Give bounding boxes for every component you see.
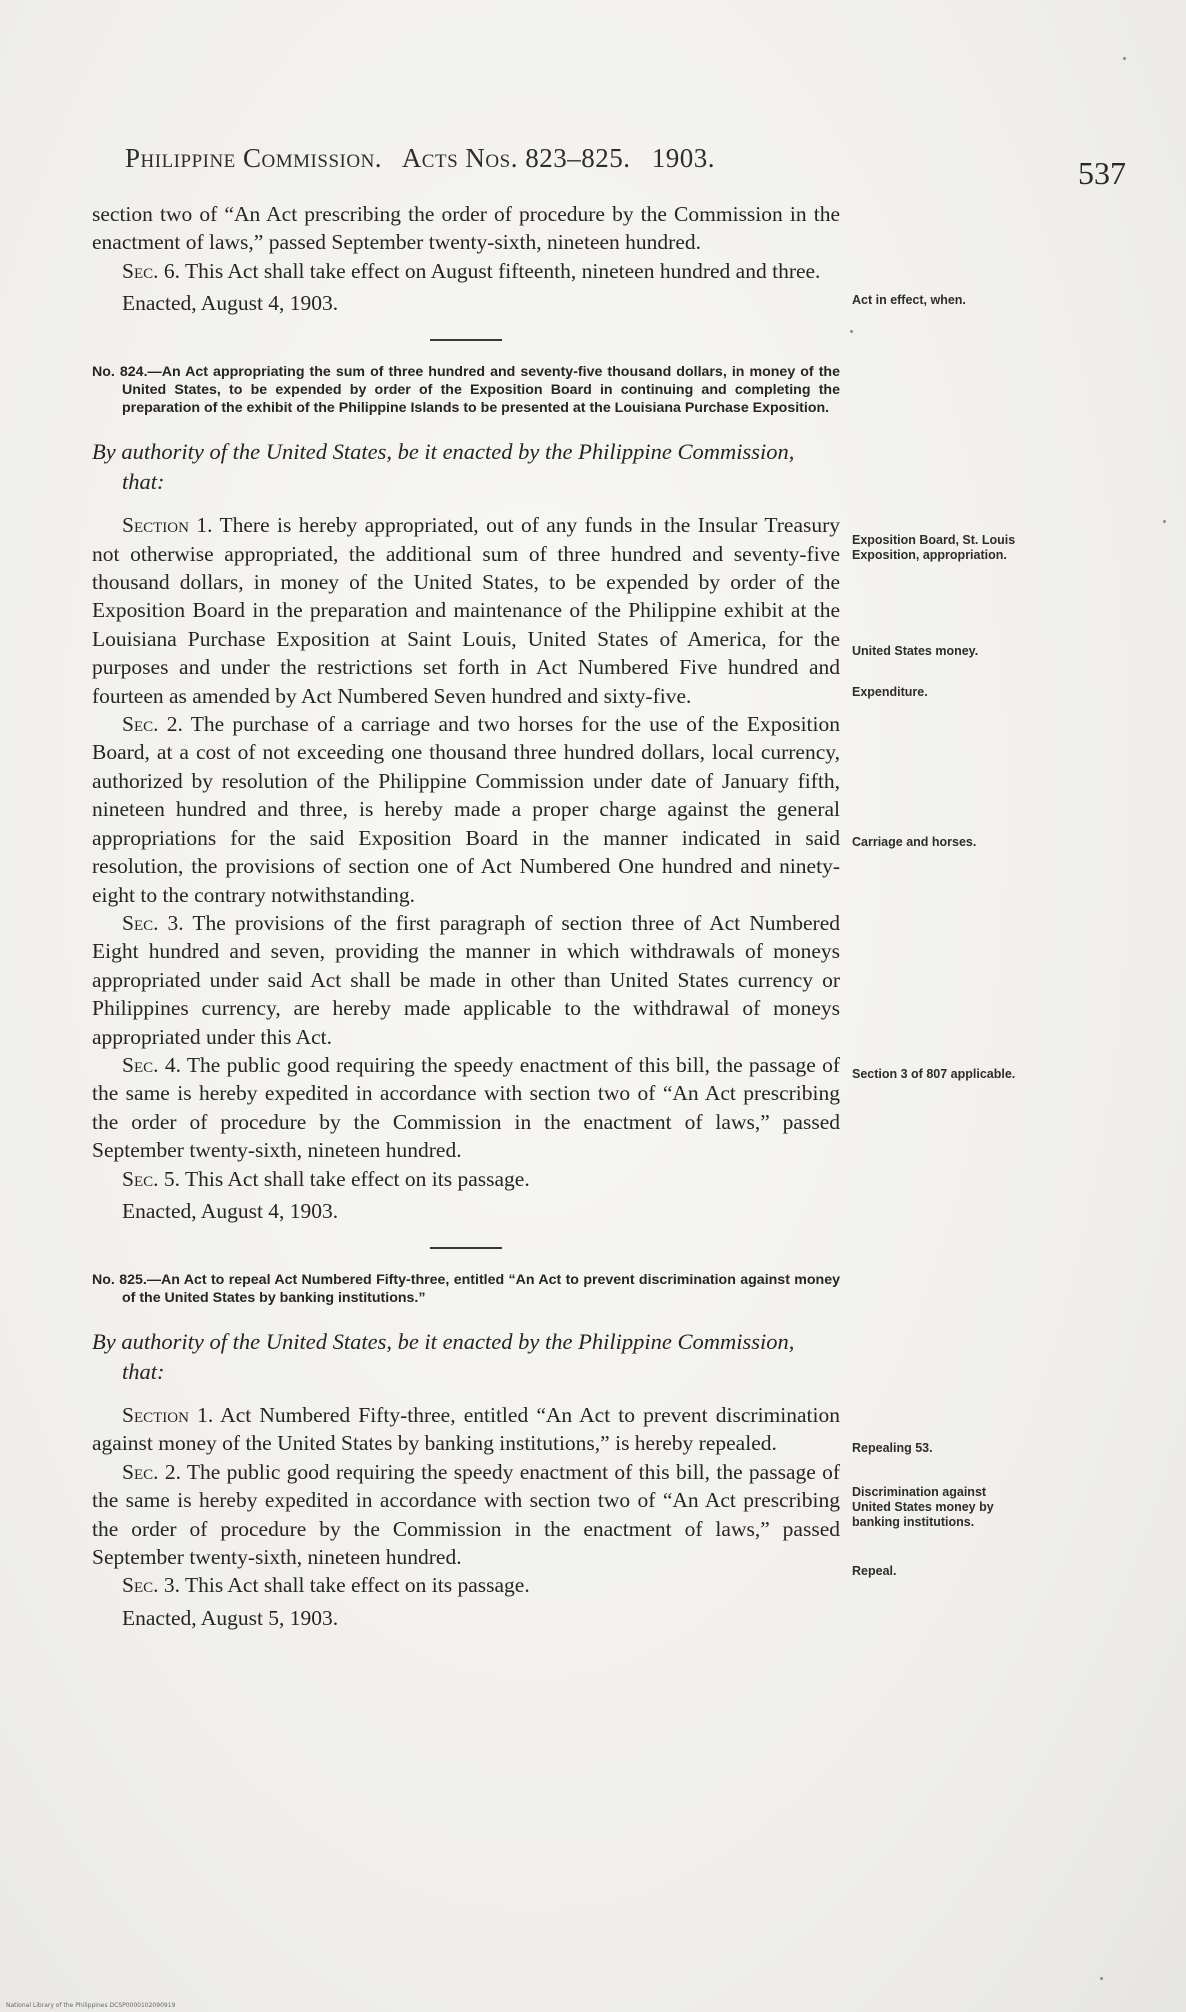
margin-note-discrimination: Discrimination against United States money by banking institutions. — [852, 1485, 994, 1529]
act-824-section-3 — [92, 909, 840, 1051]
act-823-continuation: section two of “An Act prescribing the order of procedure by the Commission in the enactment of laws,” passed September twenty-sixth, nineteen hundred. — [92, 202, 840, 255]
act-823-enacted-date: Enacted, August 4, 1903. — [122, 291, 339, 316]
scan-speck — [1100, 1977, 1103, 1980]
header-year: 1903. — [651, 143, 715, 173]
section-label: Sec. 2. — [122, 712, 183, 737]
section-label: Sec. 5. — [122, 1166, 180, 1191]
section-label: Sec. 3. — [122, 1573, 180, 1598]
margin-note-act-in-effect: Act in effect, when. — [852, 293, 966, 307]
act-825-section-2 — [92, 1458, 840, 1572]
section-text: This Act shall take effect on its passage. — [180, 1573, 530, 1598]
margin-note-repeal: Repeal. — [852, 1564, 897, 1578]
running-header — [125, 143, 729, 174]
act-825-section-1 — [92, 1401, 840, 1458]
act-824-section-1 — [92, 511, 840, 710]
act-825-enacted-date: Enacted, August 5, 1903. — [122, 1605, 339, 1630]
section-text: The purchase of a carriage and two horses for the use of the Exposition Board, at a cost of not exceeding one thousand three hundred dollars, local currency, authorized by resolution of the Philippine Commission under date of January fifth, nineteen hundred and three, is hereby made a proper charge against the general appropriations for the said Exposition Board in the manner indicated in said resolution, the provisions of section one of Act Numbered One hundred and ninety-eight to the contrary notwithstanding. — [92, 712, 840, 907]
section-text: Act Numbered Fifty-three, entitled “An Act to prevent discrimination against money of the United States by banking institutions,” is hereby repealed. — [92, 1402, 840, 1456]
section-divider — [430, 339, 502, 341]
act-823-section-6 — [92, 257, 840, 285]
acts-range: Acts Nos. 823–825. — [401, 143, 631, 173]
act-824-section-4 — [92, 1051, 840, 1165]
act-825-section-3 — [92, 1571, 840, 1599]
act-824-section-2 — [92, 710, 840, 909]
page-number: 537 — [1078, 155, 1126, 191]
act-824-enacted-date: Enacted, August 4, 1903. — [122, 1198, 339, 1223]
act-824-enacting-clause: By authority of the United States, be it enacted by the Philippine Commission, that: — [92, 439, 795, 495]
section-text: The public good requiring the speedy enactment of this bill, the passage of the same is hereby expedited in accordance with section two of “An Act prescribing the order of procedure by the Commission in the enactment of laws,” passed September twenty-sixth, nineteen hundred. — [92, 1459, 841, 1569]
section-text: The provisions of the first paragraph of section three of Act Numbered Eight hundred and seven, providing the manner in which withdrawals of moneys appropriated under said Act shall be made in other than United States currency or Philippines currency, are hereby made applicable to the withdrawal of moneys appropriated under this Act. — [92, 910, 840, 1049]
page-body — [92, 200, 840, 1632]
act-825-enacting-clause: By authority of the United States, be it enacted by the Philippine Commission, that: — [92, 1328, 795, 1384]
margin-note-repealing: Repealing 53. — [852, 1441, 933, 1455]
section-text: This Act shall take effect on its passage. — [180, 1166, 530, 1191]
section-label: Sec. 4. — [122, 1052, 181, 1077]
running-title: Philippine Commission. — [125, 143, 383, 173]
act-825-title: No. 825.—An Act to repeal Act Numbered Fifty-three, entitled “An Act to prevent discrimination against money of the United States by banking institutions.” — [92, 1271, 840, 1306]
section-text: The public good requiring the speedy enactment of this bill, the passage of the same is hereby expedited in accordance with section two of “An Act prescribing the order of procedure by the Commission in the enactment of laws,” passed September twenty-sixth, nineteen hundred. — [92, 1052, 841, 1163]
act-824-section-5 — [92, 1165, 840, 1193]
section-label: Sec. 6. — [122, 258, 180, 283]
section-label: Section 1. — [122, 513, 213, 538]
act-824-title: No. 824.—An Act appropriating the sum of three hundred and seventy-five thousand dollars, in money of the United States, to be expended by order of the Exposition Board in continuing and completing the preparation of the exhibit of the Philippine Islands to be presented at the Louisiana Purchase Exposition. — [92, 364, 840, 417]
section-text: There is hereby appropriated, out of any funds in the Insular Treasury not otherwise appropriated, the additional sum of three hundred and seventy-five thousand dollars, in money of the United States, to be expended by order of the Exposition Board in the preparation and maintenance of the Philippine exhibit at the Louisiana Purchase Exposition at Saint Louis, United States of America, for the purposes and under the restrictions set forth in Act Numbered Five hundred and fourteen as amended by Act Numbered Seven hundred and sixty-five. — [92, 513, 841, 708]
margin-note-section-807: Section 3 of 807 applicable. — [852, 1067, 1016, 1081]
library-watermark: National Library of the Philippines DCSP0000102090919 — [6, 2002, 176, 2009]
margin-note-expenditure: Expenditure. — [852, 685, 928, 699]
margin-note-us-money: United States money. — [852, 644, 979, 658]
scan-speck — [1123, 57, 1126, 60]
section-label: Sec. 2. — [122, 1459, 181, 1484]
scan-speck — [1163, 520, 1166, 523]
scan-speck — [850, 330, 853, 333]
margin-note-carriage: Carriage and horses. — [852, 835, 977, 849]
section-text: This Act shall take effect on August fifteenth, nineteen hundred and three. — [180, 258, 821, 283]
section-label: Section 1. — [122, 1402, 214, 1427]
section-label: Sec. 3. — [122, 910, 184, 935]
section-divider — [430, 1247, 502, 1249]
margin-note-exposition-board: Exposition Board, St. Louis Exposition, appropriation. — [852, 533, 1016, 562]
